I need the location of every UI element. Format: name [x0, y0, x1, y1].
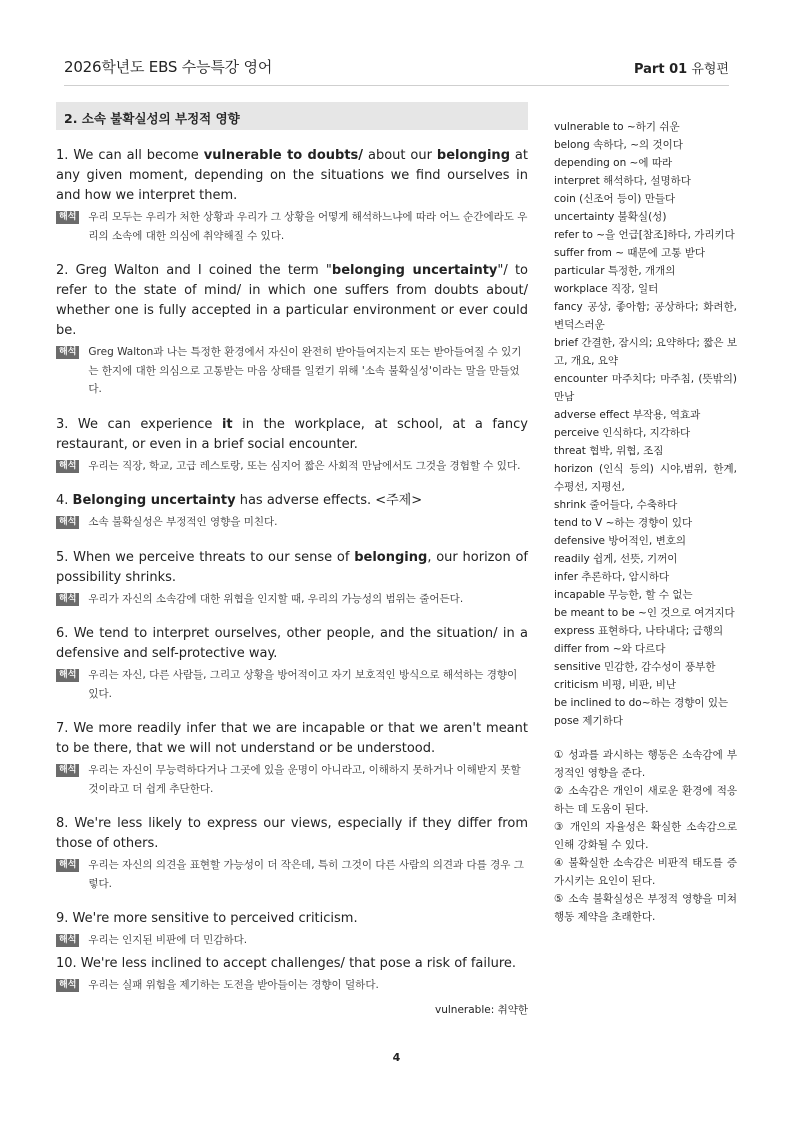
vocab-entry: defensive 방어적인, 변호의 [554, 535, 687, 547]
vocab-entry: brief 간결한, 잠시의; 요약하다; 짧은 보고, 개요, 요약 [554, 337, 738, 367]
vocab-entry: horizon (인식 등의) 시야,범위, 한계, 수평선, 지평선, [554, 463, 737, 493]
bold-phrase: belonging [436, 148, 510, 163]
vocab-entry: tend to V ~하는 경향이 있다 [554, 517, 693, 529]
korean-translation [56, 590, 528, 609]
vocab-entry: adverse effect 부작용, 역효과 [554, 409, 701, 421]
english-sentence [56, 548, 528, 588]
sentence-text: "/ to refer to the state of mind/ in which one suffers from doubts about/ whether one is fully accepted in a particular environment or ever could be. [56, 263, 529, 338]
book-title: 2026학년도 EBS 수능특강 영어 [64, 58, 273, 76]
vocab-entry: perceive 인식하다, 지각하다 [554, 427, 691, 439]
translation-text: 우리가 자신의 소속감에 대한 위협을 인지할 때, 우리의 가능성의 범위는 줄어든다. [88, 592, 464, 605]
korean-translation [56, 976, 528, 995]
page-number: 4 [392, 1051, 401, 1064]
vocab-entry: vulnerable to ~하기 쉬운 [554, 121, 680, 133]
vocab-entry: express 표현하다, 나타내다; 급행의 [554, 625, 724, 637]
vocab-entry: incapable 무능한, 할 수 없는 [554, 589, 693, 601]
translation-text: 우리는 자신의 의견을 표현할 가능성이 더 작은데, 특히 그것이 다른 사람의 의견과 다를 경우 그렇다. [88, 859, 524, 890]
sentence-item [56, 261, 528, 399]
sentence-item [56, 415, 528, 476]
korean-translation [56, 457, 528, 476]
sentence-text: 9. We're more sensitive to perceived criticism. [56, 911, 358, 926]
translation-badge: 해석 [56, 211, 79, 224]
english-sentence [56, 719, 528, 759]
sentence-text: has adverse effects. <주제> [235, 493, 423, 508]
translation-badge: 해석 [56, 764, 79, 777]
sentence-item [56, 548, 528, 609]
vocab-entry: interpret 해석하다, 설명하다 [554, 175, 691, 187]
vocab-entry: be inclined to do~하는 경향이 있는 [554, 697, 729, 709]
korean-translation [56, 208, 528, 245]
section-title: 2. 소속 불확실성의 부정적 영향 [56, 102, 528, 130]
sentence-text: in the workplace, at school, at a fancy restaurant, or even in a brief social encounter. [56, 416, 528, 452]
vocab-entry: be meant to be ~인 것으로 여겨지다 [554, 607, 735, 619]
vocab-entry: depending on ~에 따라 [554, 157, 673, 169]
vocab-entry: coin (신조어 등이) 만들다 [554, 193, 676, 205]
sentence-list [56, 146, 528, 994]
main-content [56, 102, 528, 1017]
korean-translation [56, 761, 528, 798]
sentence-item [56, 491, 528, 532]
sentence-text: 5. When we perceive threats to our sense of [56, 549, 355, 565]
translation-text: Greg Walton과 나는 특정한 환경에서 자신이 완전히 받아들여지는지 또는 받아들여질 수 있기는 한지에 대한 의심으로 고통받는 마음 상태를 일컫기 위해 '소속 불확실성'이라는 말을 만들었다. [88, 346, 522, 395]
korean-translation [56, 343, 528, 399]
vocab-entry: fancy 공상, 좋아함; 공상하다; 화려한, 변덕스러운 [554, 301, 737, 331]
translation-text: 우리는 실패 위험을 제기하는 도전을 받아들이는 경향이 덜하다. [88, 978, 379, 991]
vocab-entry: sensitive 민감한, 감수성이 풍부한 [554, 661, 716, 673]
vocab-entry: readily 쉽게, 선뜻, 기꺼이 [554, 553, 678, 565]
answer-option: ④ 불확실한 소속감은 비판적 태도를 증가시키는 요인이 된다. [554, 857, 737, 887]
answer-options [554, 746, 737, 926]
sentence-item [56, 146, 528, 245]
vocab-entry: suffer from ~ 때문에 고통 받다 [554, 247, 706, 259]
bold-phrase: belonging uncertainty [331, 263, 498, 278]
vocab-entry: infer 추론하다, 암시하다 [554, 571, 670, 583]
korean-translation [56, 513, 528, 532]
korean-translation [56, 856, 528, 893]
part-name: 유형편 [691, 62, 729, 77]
translation-badge: 해석 [56, 516, 79, 529]
sentence-text: , our horizon of possibility shrinks. [56, 549, 528, 585]
part-label [634, 58, 729, 77]
translation-text: 우리는 인지된 비판에 더 민감하다. [88, 934, 248, 946]
english-sentence [56, 624, 528, 664]
answer-option: ⑤ 소속 불확실성은 부정적 영향을 미쳐 행동 제약을 초래한다. [554, 893, 737, 923]
sentence-item [56, 624, 528, 703]
bold-phrase: vulnerable to doubts/ [203, 148, 364, 163]
english-sentence [56, 146, 528, 206]
answer-option: ① 성과를 과시하는 행동은 소속감에 부정적인 영향을 준다. [554, 749, 737, 779]
english-sentence [56, 261, 528, 341]
sentence-text: 7. We more readily infer that we are incapable or that we aren't meant to be there, that we will not understand or be understood. [56, 721, 528, 756]
bold-phrase: it [221, 416, 233, 432]
sentence-item [56, 954, 528, 995]
sentence-item [56, 909, 528, 950]
vocab-entry: shrink 줄어들다, 수축하다 [554, 499, 678, 511]
page-header [64, 54, 729, 86]
translation-badge: 해석 [56, 346, 79, 359]
vocab-entry: differ from ~와 다르다 [554, 643, 666, 655]
translation-text: 우리 모두는 우리가 처한 상황과 우리가 그 상황을 어떻게 해석하느냐에 따라 어느 순간에라도 우리의 소속에 대한 의심에 취약해질 수 있다. [88, 211, 528, 242]
sentence-text: 1. We can all become [56, 148, 204, 163]
translation-text: 우리는 자신이 무능력하다거나 그곳에 있을 운명이 아니라고, 이해하지 못하거나 이해받지 못할 것이라고 더 쉽게 추단한다. [88, 764, 521, 795]
english-sentence [56, 909, 528, 929]
english-sentence [56, 814, 528, 854]
translation-badge: 해석 [56, 979, 79, 992]
vocab-entry: encounter 마주치다; 마주침, (뜻밖의) 만남 [554, 373, 737, 403]
translation-badge: 해석 [56, 859, 79, 872]
vocab-entry: particular 특정한, 개개의 [554, 265, 676, 277]
bottom-note: vulnerable: 취약한 [435, 1004, 528, 1016]
answer-option: ③ 개인의 자율성은 확실한 소속감으로 인해 강화될 수 있다. [554, 821, 737, 851]
english-sentence [56, 491, 528, 511]
vocab-list [554, 118, 737, 730]
sentence-item [56, 719, 528, 798]
translation-text: 우리는 자신, 다른 사람들, 그리고 상황을 방어적이고 자기 보호적인 방식으로 해석하는 경향이 있다. [88, 669, 518, 700]
sentence-text: 8. We're less likely to express our views, especially if they differ from those of others. [56, 816, 528, 851]
sentence-text: 6. We tend to interpret ourselves, other people, and the situation/ in a defensive and self-protective way. [56, 626, 528, 661]
sentence-item [56, 814, 528, 893]
vocab-sidebar [554, 118, 737, 926]
korean-translation [56, 666, 528, 703]
vocab-entry: refer to ~을 언급[참조]하다, 가리키다 [554, 229, 735, 241]
sentence-text: 4. [56, 493, 73, 508]
korean-translation [56, 931, 528, 950]
sentence-text: 3. We can experience [56, 416, 222, 432]
sentence-text: about our [363, 148, 437, 163]
translation-badge: 해석 [56, 669, 79, 682]
sentence-text: 2. Greg Walton and I coined the term " [56, 263, 332, 278]
vocab-entry: criticism 비평, 비판, 비난 [554, 679, 676, 691]
translation-text: 우리는 직장, 학교, 고급 레스토랑, 또는 심지어 짧은 사회적 만남에서도 그것을 경험할 수 있다. [88, 459, 521, 472]
sentence-text: 10. We're less inclined to accept challenges/ that pose a risk of failure. [56, 955, 517, 971]
vocab-entry: belong 속하다, ~의 것이다 [554, 139, 683, 151]
translation-badge: 해석 [56, 593, 79, 606]
answer-option: ② 소속감은 개인이 새로운 환경에 적응하는 데 도움이 된다. [554, 785, 737, 815]
vocab-entry: pose 제기하다 [554, 715, 623, 727]
sentence-text: at any given moment, depending on the situations we find ourselves in and how we interpret them. [56, 148, 528, 203]
translation-badge: 해석 [56, 460, 79, 473]
bold-phrase: Belonging uncertainty [72, 493, 236, 508]
bold-phrase: belonging [354, 549, 428, 565]
vocab-entry: uncertainty 불확실(성) [554, 211, 667, 223]
english-sentence [56, 415, 528, 455]
part-number: Part 01 [633, 62, 688, 77]
vocab-entry: threat 협박, 위협, 조짐 [554, 445, 664, 457]
vocab-entry: workplace 직장, 일터 [554, 283, 659, 295]
translation-badge: 해석 [56, 934, 79, 947]
translation-text: 소속 불확실성은 부정적인 영향을 미친다. [88, 516, 278, 528]
english-sentence [56, 954, 528, 974]
